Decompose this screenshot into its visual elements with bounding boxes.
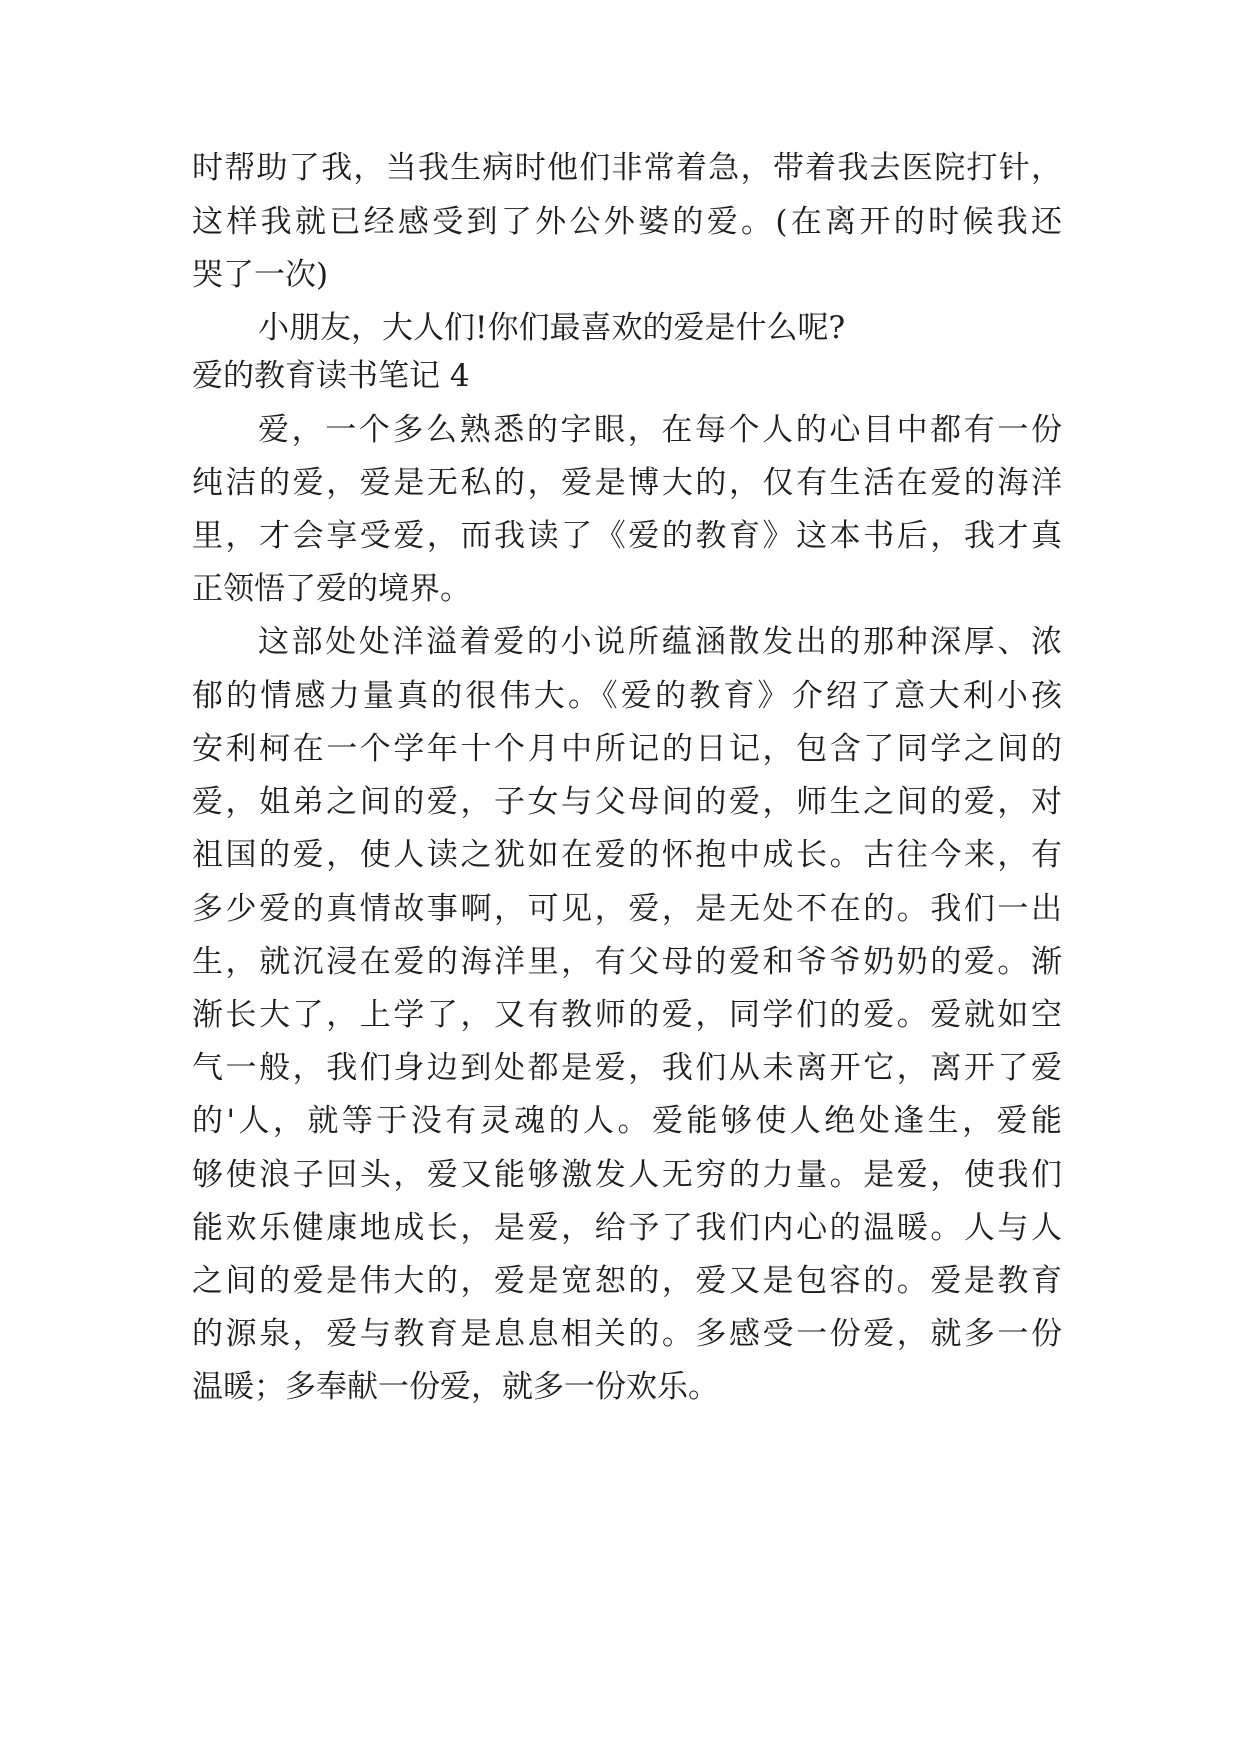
- text-line: 祖国的爱，使人读之犹如在爱的怀抱中成长。古往今来，有: [192, 837, 1062, 873]
- text-line: 爱，一个多么熟悉的字眼，在每个人的心目中都有一份: [258, 412, 1062, 448]
- text-line: 郁的情感力量真的很伟大。《爱的教育》介绍了意大利小孩: [192, 678, 1062, 714]
- text-line: 正领悟了爱的境界。: [192, 571, 471, 607]
- text-line: 哭了一次): [192, 257, 329, 293]
- text-line: 纯洁的爱，爱是无私的，爱是博大的，仅有生活在爱的海洋: [192, 465, 1062, 501]
- text-line: 的'人，就等于没有灵魂的人。爱能够使人绝处逢生，爱能: [192, 1103, 1062, 1139]
- text-line: 生，就沉浸在爱的海洋里，有父母的爱和爷爷奶奶的爱。渐: [192, 944, 1062, 980]
- text-line: 之间的爱是伟大的，爱是宽恕的，爱又是包容的。爱是教育: [192, 1263, 1062, 1299]
- text-line: 小朋友，大人们!你们最喜欢的爱是什么呢?: [258, 310, 846, 346]
- text-line: 够使浪子回头，爱又能够激发人无穷的力量。是爱，使我们: [192, 1157, 1062, 1193]
- text-line: 里，才会享受爱，而我读了《爱的教育》这本书后，我才真: [192, 518, 1062, 554]
- text-line: 时帮助了我，当我生病时他们非常着急，带着我去医院打针，: [192, 150, 1062, 186]
- text-line: 安利柯在一个学年十个月中所记的日记，包含了同学之间的: [192, 731, 1062, 767]
- text-line: 能欢乐健康地成长，是爱，给予了我们内心的温暖。人与人: [192, 1210, 1062, 1246]
- text-line: 这部处处洋溢着爱的小说所蕴涵散发出的那种深厚、浓: [258, 624, 1062, 660]
- text-line: 多少爱的真情故事啊，可见，爱，是无处不在的。我们一出: [192, 891, 1062, 927]
- text-line: 这样我就已经感受到了外公外婆的爱。(在离开的时候我还: [192, 204, 1062, 240]
- text-line: 渐长大了，上学了，又有教师的爱，同学们的爱。爱就如空: [192, 997, 1062, 1033]
- text-line: 的源泉，爱与教育是息息相关的。多感受一份爱，就多一份: [192, 1316, 1062, 1352]
- text-line: 温暖；多奉献一份爱，就多一份欢乐。: [192, 1369, 719, 1405]
- text-line: 爱，姐弟之间的爱，子女与父母间的爱，师生之间的爱，对: [192, 784, 1062, 820]
- text-line: 气一般，我们身边到处都是爱，我们从未离开它，离开了爱: [192, 1050, 1062, 1086]
- section-heading: 爱的教育读书笔记 4: [192, 358, 470, 394]
